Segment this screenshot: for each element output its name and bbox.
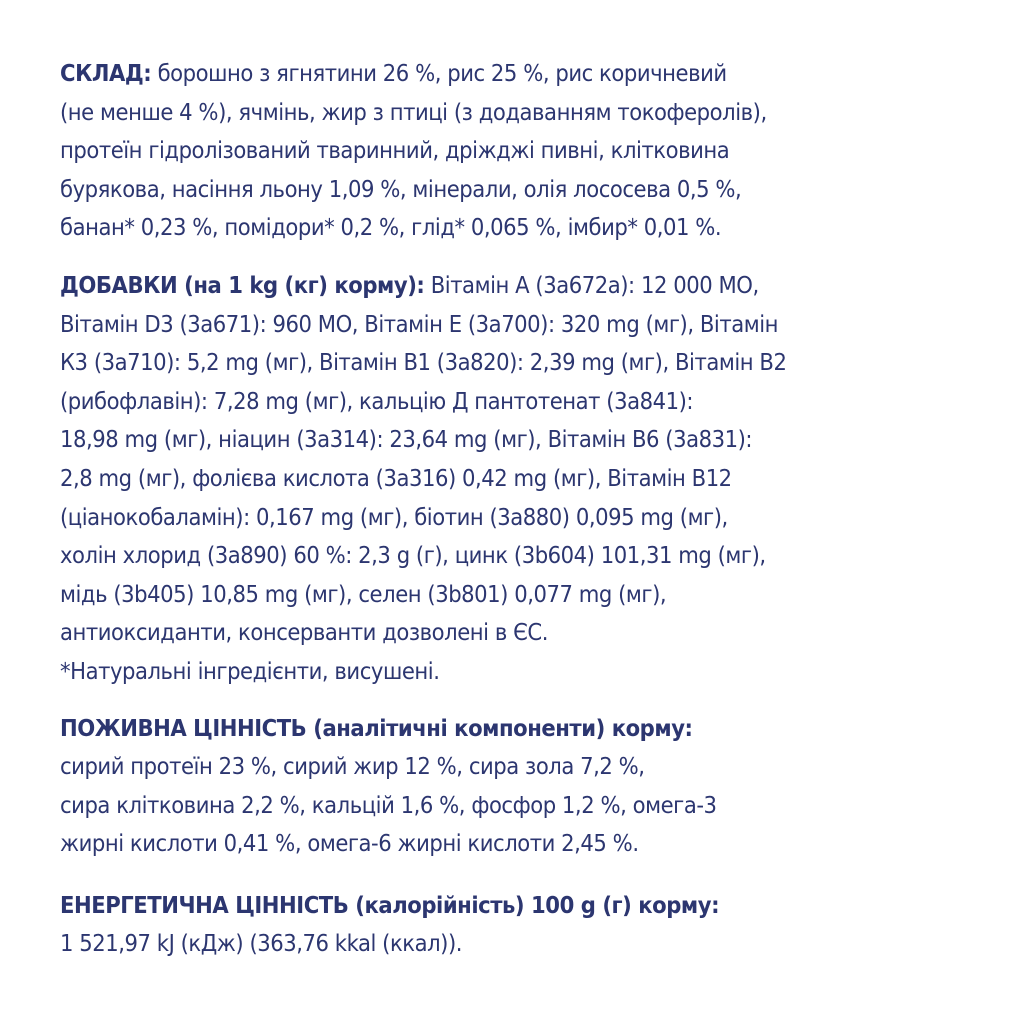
nutrition-heading: ПОЖИВНА ЦІННІСТЬ (аналітичні компоненти) корму:	[60, 713, 693, 742]
additives-line-6: 2,8 mg (мг), фолієва кислота (3а316) 0,42 mg (мг), Вітамін В12	[60, 463, 732, 492]
nutrition-line-3: жирні кислоти 0,41 %, омега-6 жирні кислоти 2,45 %.	[60, 829, 639, 858]
nutrition-line-1: сирий протеїн 23 %, сирий жир 12 %, сира зола 7,2 %,	[60, 752, 645, 781]
energy-line-1: 1 521,97 kJ (кДж) (363,76 kkal (ккал)).	[60, 929, 463, 958]
composition-text: борошно з ягнятини 26 %, рис 25 %, рис коричневий	[157, 59, 727, 87]
composition-line-3: протеїн гідролізований тваринний, дріжджі пивні, клітковина	[60, 136, 730, 165]
additives-line-3: К3 (3а710): 5,2 mg (мг), Вітамін В1 (3а820): 2,39 mg (мг), Вітамін В2	[60, 348, 787, 377]
additives-line-9: мідь (3b405) 10,85 mg (мг), селен (3b801) 0,077 mg (мг),	[60, 579, 667, 608]
additives-line-1	[60, 266, 984, 305]
additives-line-2: Вітамін D3 (3а671): 960 МО, Вітамін Е (3а700): 320 mg (мг), Вітамін	[60, 309, 778, 338]
additives-line-5: 18,98 mg (мг), ніацин (3а314): 23,64 mg (мг), Вітамін В6 (3а831):	[60, 425, 753, 454]
additives-text: Вітамін А (3а672а): 12 000 МО,	[430, 270, 759, 299]
energy-heading-line	[60, 886, 984, 925]
nutrition-line-2: сира клітковина 2,2 %, кальцій 1,6 %, фосфор 1,2 %, омега-3	[60, 790, 717, 819]
additives-line-8: холін хлорид (3а890) 60 %: 2,3 g (г), цинк (3b604) 101,31 mg (мг),	[60, 541, 766, 570]
nutrition-heading-line	[60, 709, 984, 748]
energy-heading: ЕНЕРГЕТИЧНА ЦІННІСТЬ (калорійність) 100 g (г) корму:	[60, 890, 720, 919]
composition-line-2: (не менше 4 %), ячмінь, жир з птиці (з додаванням токоферолів),	[60, 97, 767, 126]
natural-ingredients-footnote: *Натуральні інгредієнти, висушені.	[60, 656, 440, 685]
nutrition-section	[60, 709, 984, 863]
additives-line-4: (рибофлавін): 7,28 mg (мг), кальцію Д пантотенат (3а841):	[60, 386, 694, 415]
composition-heading: СКЛАД:	[60, 59, 152, 87]
composition-section	[60, 54, 984, 247]
additives-line-7: (ціанокобаламін): 0,167 mg (мг), біотин (3а880) 0,095 mg (мг),	[60, 502, 728, 531]
energy-section	[60, 886, 984, 963]
composition-line-4: бурякова, насіння льону 1,09 %, мінерали, олія лососева 0,5 %,	[60, 174, 742, 203]
composition-line-1	[60, 54, 984, 93]
additives-heading: ДОБАВКИ (на 1 kg (кг) корму):	[60, 270, 425, 299]
additives-line-10: антиоксиданти, консерванти дозволені в ЄС.	[60, 618, 549, 647]
additives-section	[60, 266, 984, 691]
composition-line-5: банан* 0,23 %, помідори* 0,2 %, глід* 0,065 %, імбир* 0,01 %.	[60, 213, 722, 242]
